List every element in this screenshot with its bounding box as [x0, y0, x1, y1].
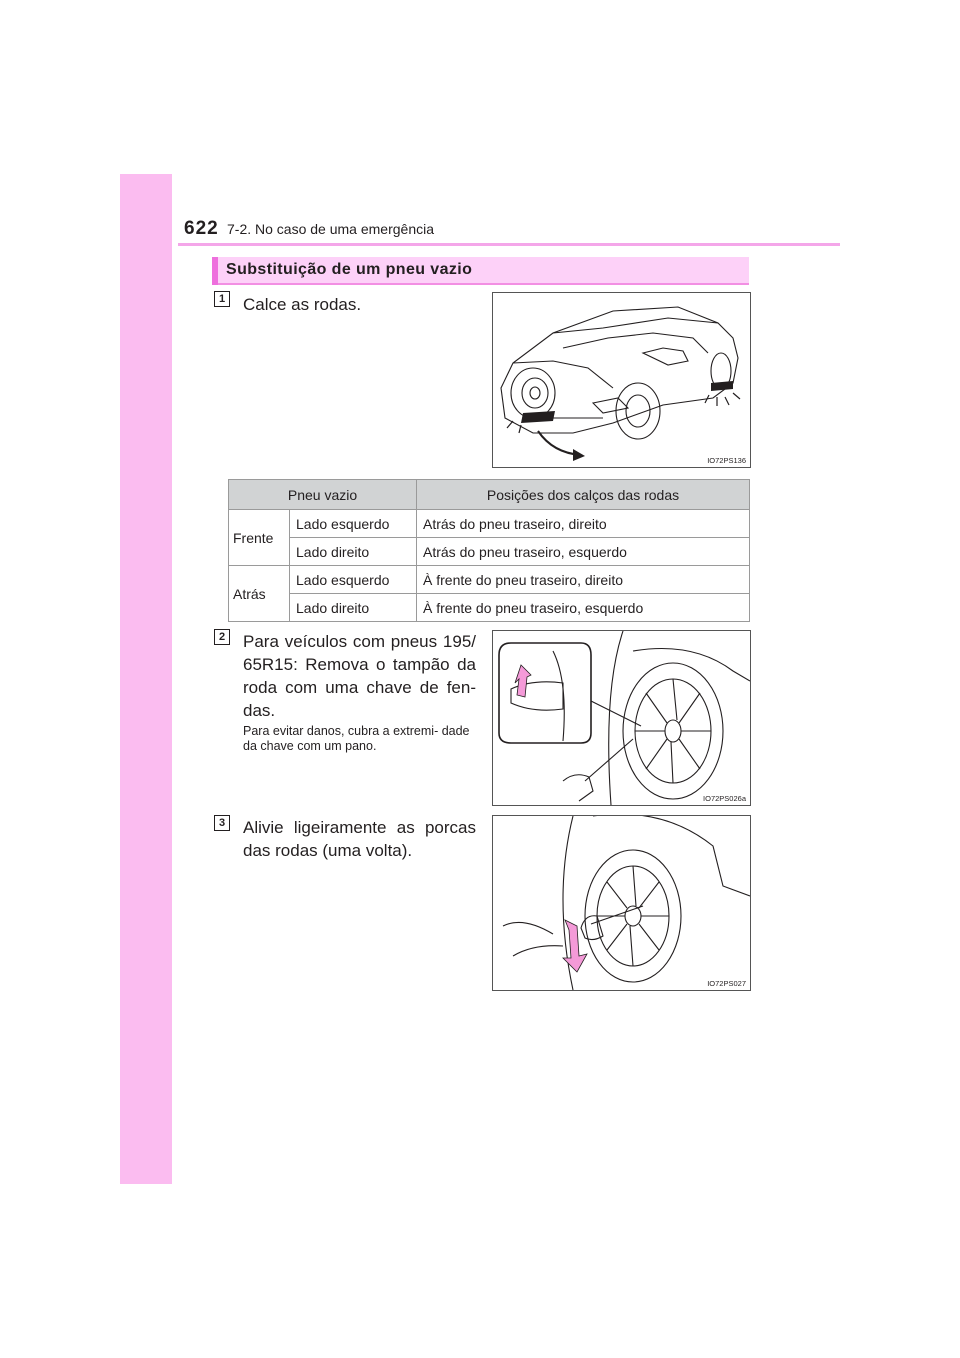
table-row [229, 594, 750, 622]
section-heading-accent [212, 257, 218, 285]
table-cell-position: À frente do pneu traseiro, direito [417, 566, 750, 594]
table-header-row [229, 480, 750, 510]
step-3-text: Alivie ligeiramente as porcas das rodas (uma volta). [243, 818, 476, 860]
figure-code: IO72PS027 [707, 979, 746, 988]
table-cell-position: Atrás do pneu traseiro, direito [417, 510, 750, 538]
table-cell-side: Lado direito [290, 538, 417, 566]
step-1-text: Calce as rodas. [243, 295, 362, 314]
figure-wheel-chocks [492, 292, 751, 468]
table-cell-side: Lado esquerdo [290, 566, 417, 594]
step-2-text: Para veículos com pneus 195/ 65R15: Remova o tampão da roda com uma chave de fen- das. [243, 632, 476, 720]
section-heading-bar [212, 257, 749, 285]
chock-position-table [228, 479, 750, 622]
table-header: Pneu vazio [229, 480, 417, 510]
page-number: 622 [184, 218, 219, 239]
step-1-badge: 1 [214, 291, 230, 307]
hubcap-removal-illustration [493, 631, 750, 805]
table-row [229, 538, 750, 566]
header-rule [178, 243, 840, 246]
chapter-side-tab [120, 174, 172, 1184]
figure-code: IO72PS136 [707, 456, 746, 465]
running-header: 7-2. No caso de uma emergência [227, 221, 434, 237]
table-cell-group: Frente [229, 510, 290, 566]
table-cell-position: À frente do pneu traseiro, esquerdo [417, 594, 750, 622]
step-2-note: Para evitar danos, cubra a extremi- dade da chave com um pano. [243, 724, 470, 753]
table-cell-side: Lado esquerdo [290, 510, 417, 538]
figure-remove-hubcap [492, 630, 751, 806]
table-row [229, 566, 750, 594]
loosen-wheel-nuts-illustration [493, 816, 750, 990]
table-cell-group: Atrás [229, 566, 290, 622]
table-cell-position: Atrás do pneu traseiro, esquerdo [417, 538, 750, 566]
figure-loosen-nuts [492, 815, 751, 991]
section-title: Substituição de um pneu vazio [226, 261, 473, 278]
car-chocked-illustration [493, 293, 750, 467]
table-header: Posições dos calços das rodas [417, 480, 750, 510]
step-3-badge: 3 [214, 815, 230, 831]
table-row [229, 510, 750, 538]
step-2-badge: 2 [214, 629, 230, 645]
figure-code: IO72PS026a [703, 794, 746, 803]
table-cell-side: Lado direito [290, 594, 417, 622]
